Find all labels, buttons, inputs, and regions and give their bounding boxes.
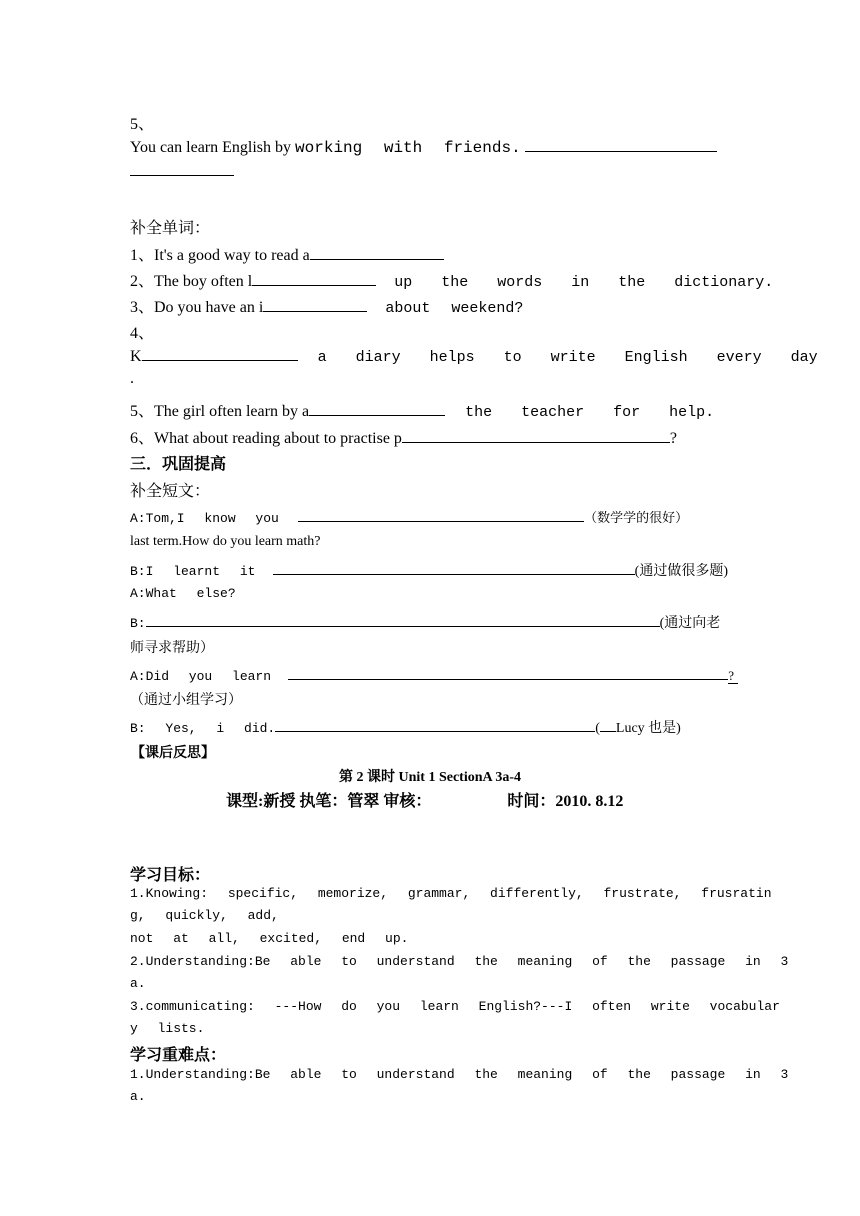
word-item-6-text: 6、What about reading about to practise p <box>130 430 402 447</box>
dialogue-line-7 <box>130 665 738 684</box>
objectives-line: not at all, excited, end up. <box>130 931 409 946</box>
objectives-line: g, quickly, add, <box>130 908 279 923</box>
dialogue-line-3 <box>130 560 728 580</box>
dialogue-blank[interactable] <box>146 612 660 627</box>
word-item-4-period: . <box>130 370 134 387</box>
word-item-4-suffix: a diary helps to write English every day <box>317 349 818 366</box>
word-blank[interactable] <box>142 346 298 361</box>
word-blank[interactable] <box>310 245 444 260</box>
dialogue-line-7-mark: ? <box>728 668 738 684</box>
word-item-6-suffix: ? <box>669 430 678 447</box>
word-item-3-suffix: about weekend? <box>385 300 524 317</box>
word-item-6 <box>130 425 677 448</box>
dialogue-line-1 <box>130 507 688 526</box>
dialogue-blank[interactable] <box>288 665 728 680</box>
sentence-5 <box>130 137 717 157</box>
word-blank[interactable] <box>309 401 445 416</box>
lesson-meta-date: 时间：2010. 8.12 <box>507 793 624 810</box>
dialogue-blank-short[interactable] <box>600 717 616 732</box>
lesson-title: 第 2 课时 Unit 1 SectionA 3a-4 <box>339 770 521 785</box>
word-item-4 <box>130 346 818 366</box>
answer-blank[interactable] <box>525 137 717 152</box>
word-item-5 <box>130 398 714 421</box>
word-item-2 <box>130 268 773 291</box>
objectives-heading: 学习目标： <box>130 867 211 884</box>
dialogue-line-3-text: B:I learnt it <box>130 564 256 579</box>
word-item-1-text: 1、It's a good way to read a <box>130 247 310 264</box>
objectives-line: a. <box>130 976 146 991</box>
reflection-heading: 【课后反思】 <box>131 746 215 761</box>
dialogue-line-9 <box>130 717 681 737</box>
dialogue-line-4: A:What else? <box>130 586 236 601</box>
word-item-3 <box>130 294 523 317</box>
word-item-5-text: 5、The girl often learn by a <box>130 403 310 420</box>
lesson-meta <box>226 788 623 811</box>
dialogue-blank[interactable] <box>275 717 595 732</box>
word-item-4-number: 4、 <box>130 325 155 342</box>
word-item-4-text: K <box>130 348 142 365</box>
answer-blank-continued[interactable] <box>130 161 234 181</box>
sentence-5-part-b: working with friends. <box>295 139 521 157</box>
word-item-1 <box>130 242 444 265</box>
word-blank[interactable] <box>402 428 670 443</box>
keypoints-line: 1.Understanding:Be able to understand the meaning of the passage in 3 <box>130 1067 789 1082</box>
dialogue-line-3-hint: (通过做很多题) <box>634 564 728 579</box>
word-item-2-suffix: up the words in the dictionary. <box>394 274 774 291</box>
dialogue-line-2: last term.How do you learn math? <box>130 534 321 549</box>
dialogue-line-9-text: B: Yes, i did. <box>130 721 276 736</box>
lesson-meta-left: 课型:新授 执笔：管翠 审核： <box>226 793 432 810</box>
dialogue-line-6: 师寻求帮助） <box>130 641 214 656</box>
section-heading-complete-words: 补全单词： <box>130 220 211 237</box>
word-blank[interactable] <box>263 297 367 312</box>
dialogue-line-5 <box>130 612 720 632</box>
keypoints-heading: 学习重难点： <box>130 1047 227 1064</box>
sentence-5-part-a: You can learn English by <box>130 139 292 156</box>
word-item-2-text: 2、The boy often l <box>130 273 253 290</box>
dialogue-line-9-hint: Lucy 也是) <box>615 721 681 736</box>
dialogue-line-5-hint: (通过向老 <box>659 616 721 631</box>
dialogue-line-7-text: A:Did you learn <box>130 669 272 684</box>
keypoints-line: a. <box>130 1089 146 1104</box>
objectives-line: 1.Knowing: specific, memorize, grammar, differently, frustrate, frusratin <box>130 886 772 901</box>
dialogue-line-8: （通过小组学习） <box>130 693 242 708</box>
dialogue-line-1-hint: （数学学的很好） <box>584 510 689 525</box>
dialogue-blank[interactable] <box>273 560 635 575</box>
word-blank[interactable] <box>252 271 376 286</box>
dialogue-line-1-text: A:Tom,I know you <box>130 511 279 526</box>
word-item-5-suffix: the teacher for help. <box>465 404 715 421</box>
objectives-line: 3.communicating: ---How do you learn English?---I often write vocabular <box>130 999 780 1014</box>
section-heading-consolidate: 三．巩固提高 <box>130 456 227 473</box>
objectives-line: y lists. <box>130 1021 205 1036</box>
dialogue-line-5-text: B: <box>130 616 146 631</box>
item-number-5: 5、 <box>130 116 155 133</box>
dialogue-line-9-open: ( <box>595 721 600 736</box>
section-subheading-complete-passage: 补全短文： <box>130 483 211 500</box>
word-item-3-text: 3、Do you have an i <box>130 299 264 316</box>
dialogue-blank[interactable] <box>298 507 584 522</box>
objectives-line: 2.Understanding:Be able to understand the meaning of the passage in 3 <box>130 954 789 969</box>
